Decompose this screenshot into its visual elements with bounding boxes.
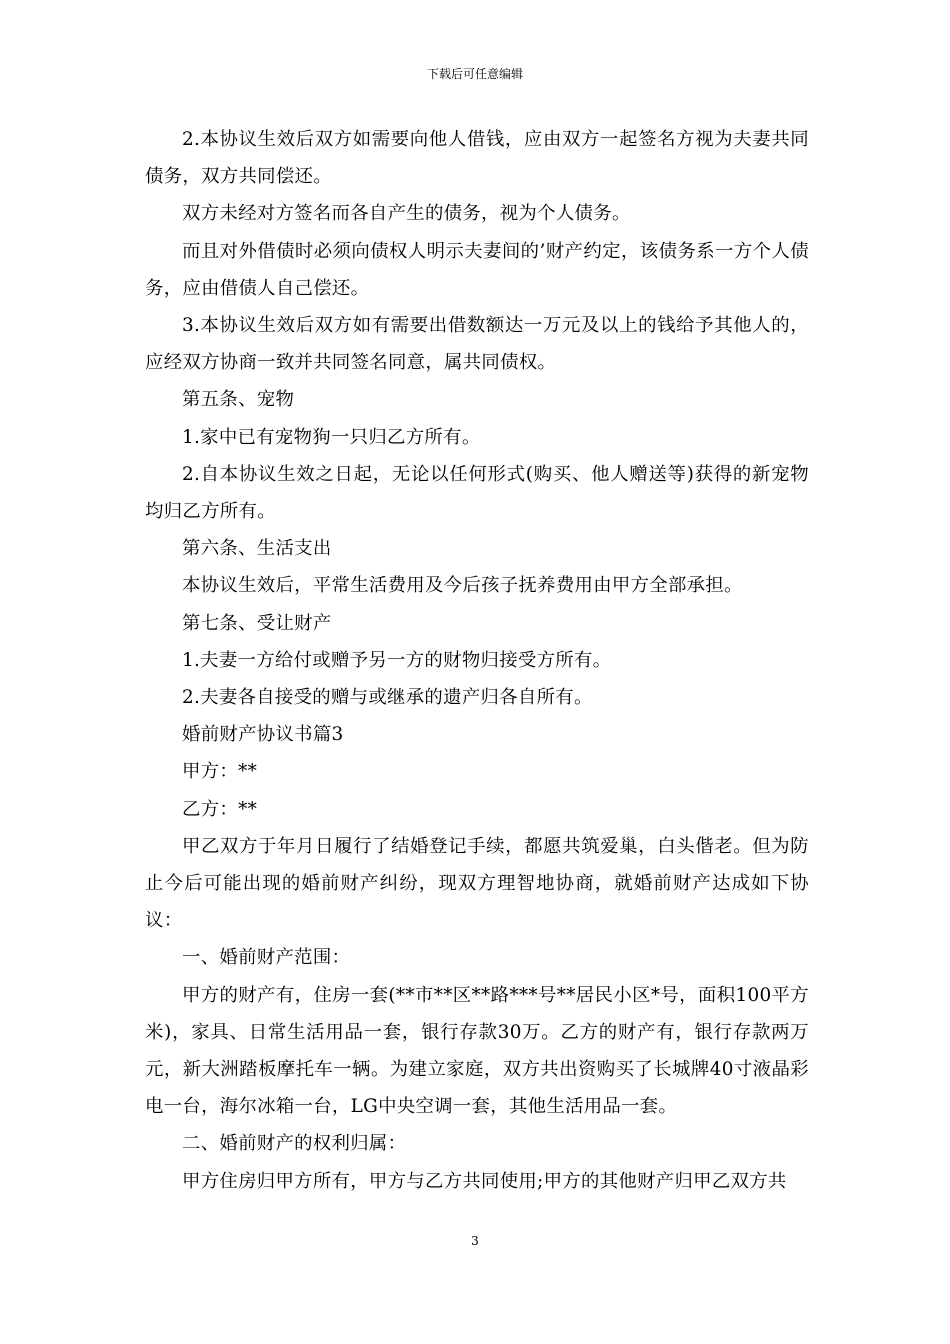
heading-article-7-received-property: 第七条、受让财产: [182, 612, 332, 634]
paragraph-debt-clause-3: 3.本协议生效后双方如有需要出借数额达一万元及以上的钱给予其他人的，应经双方协商一致并共同签名同意，属共同债权。: [145, 315, 809, 374]
heading-agreement-part-3: 婚前财产协议书篇3: [182, 724, 344, 746]
paragraph-pets-2: 2.自本协议生效之日起，无论以任何形式(购买、他人赠送等)获得的新宠物均归乙方所有。: [145, 463, 809, 523]
paragraph-debt-clause-2: 2.本协议生效后双方如需要向他人借钱，应由双方一起签名方视为夫妻共同债务，双方共同偿还。: [145, 129, 809, 188]
paragraph-pets-1: 1.家中已有宠物狗一只归乙方所有。: [182, 426, 481, 448]
document-body: [145, 121, 809, 1200]
heading-property-ownership: 二、婚前财产的权利归属：: [182, 1133, 407, 1155]
paragraph-preamble: 甲乙双方于年月日履行了结婚登记手续，都愿共筑爱巢，白头偕老。但为防止今后可能出现的婚前财产纠纷，现双方理智地协商，就婚前财产达成如下协议：: [145, 835, 809, 932]
party-a-line: 甲方：**: [182, 761, 258, 783]
paragraph-living-expenses: 本协议生效后，平常生活费用及今后孩子抚养费用由甲方全部承担。: [182, 575, 743, 597]
paragraph-received-property-1: 1.夫妻一方给付或赠予另一方的财物归接受方所有。: [182, 649, 612, 671]
paragraph-ownership: 甲方住房归甲方所有，甲方与乙方共同使用;甲方的其他财产归甲乙双方共: [182, 1170, 787, 1192]
page-number: 3: [471, 1234, 479, 1248]
paragraph-received-property-2: 2.夫妻各自接受的赠与或继承的遗产归各自所有。: [182, 687, 593, 709]
paragraph-personal-debt: 双方未经对方签名而各自产生的债务，视为个人债务。: [182, 203, 631, 225]
paragraph-property-list: 甲方的财产有，住房一套(**市**区**路***号**居民小区*号，面积100平方米)，家具、日常生活用品一套，银行存款30万。乙方的财产有，银行存款两万元，新大洲踏板摩托车一辆。为建立家庭，双方共出资购买了长城牌40寸液晶彩电一台，海尔冰箱一台，LG中央空调一套，其他生活用品一套。: [145, 984, 809, 1118]
page-header-note: 下载后可任意编辑: [426, 67, 523, 81]
party-b-line: 乙方：**: [182, 798, 258, 820]
paragraph-external-debt: 而且对外借债时必须向债权人明示夫妻间的’财产约定，该债务系一方个人债务，应由借债人自己偿还。: [145, 240, 809, 299]
heading-property-scope: 一、婚前财产范围：: [182, 947, 351, 969]
heading-article-6-living-expenses: 第六条、生活支出: [182, 538, 332, 560]
heading-article-5-pets: 第五条、宠物: [182, 389, 295, 411]
